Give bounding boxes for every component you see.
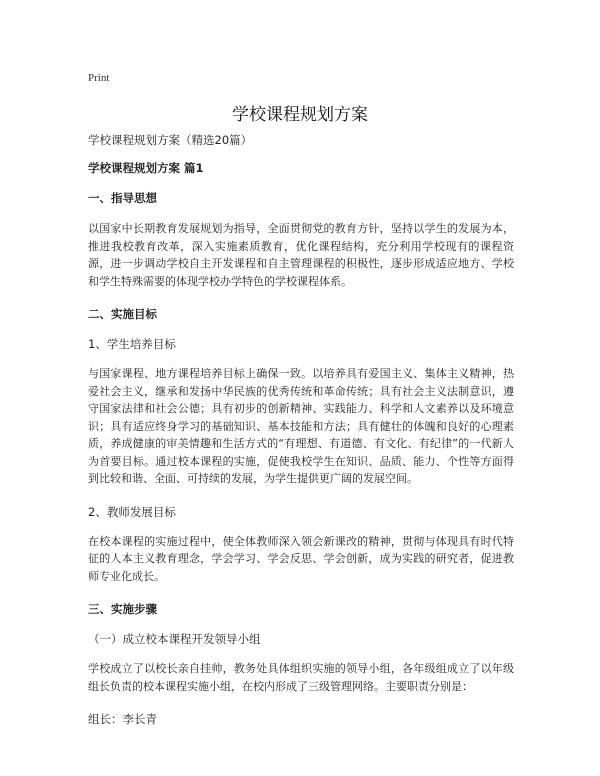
paragraph-student-goals: 与国家课程、地方课程培养目标上确保一致。以培养具有爱国主义、集体主义精神，热爱社会主义，继承和发扬中华民族的优秀传统和革命传统；具有社会主义法制意识，遵守国家法律和社会公德；具有初步的创新精神、实践能力、科学和人文素养以及环境意识；具有适应终身学习的基础知识、基本技能和方法；具有健壮的体魄和良好的心理素质，养成健康的审美情趣和生活方式的“有理想、有道德、有文化、有纪律”的一代新人为首要目标。通过校本课程的实施，促使我校学生在知识、品质、能力、个性等方面得到比较和谐、全面、可持续的发展，为学生提供更广阔的发展空间。 [88,367,514,485]
print-label[interactable]: Print [88,72,110,84]
section-heading-steps: 三、实施步骤 [88,602,157,616]
paragraph-teacher-goals: 在校本课程的实施过程中，使全体教师深入领会新课改的精神，贯彻与体现具有时代特征的人本主义教育理念，学会学习、学会反思、学会创新，成为实践的研究者，促进教师专业化成长。 [88,534,514,583]
subheading-student-goals: 1、学生培养目标 [88,337,176,351]
document-body [88,132,514,727]
section-heading-guiding: 一、指导思想 [88,191,157,205]
subheading-leadership-group: （一）成立校本课程开发领导小组 [88,632,261,646]
document-subtitle: 学校课程规划方案（精选20篇） [88,133,253,147]
leader-line: 组长：李长青 [88,712,157,726]
subheading-teacher-goals: 2、教师发展目标 [88,504,176,519]
page-title: 学校课程规划方案 [232,105,368,125]
paragraph-leadership-group: 学校成立了以校长亲自挂帅，教务处具体组织实施的领导小组，各年级组成立了以年级组长负责的校本课程实施小组，在校内形成了三级管理网络。主要职责分别是： [88,662,514,693]
chapter-heading: 学校课程规划方案 篇1 [88,161,204,175]
section-heading-goals: 二、实施目标 [88,307,157,321]
paragraph-guiding: 以国家中长期教育发展规划为指导，全面贯彻党的教育方针，坚持以学生的发展为本，推进我校教育改革，深入实施素质教育，优化课程结构，充分利用学校现有的课程资源，进一步调动学校自主开发课程和自主管理课程的积极性，逐步形成适应地方、学校和学生特殊需要的体现学校办学特色的学校课程体系。 [88,222,514,288]
